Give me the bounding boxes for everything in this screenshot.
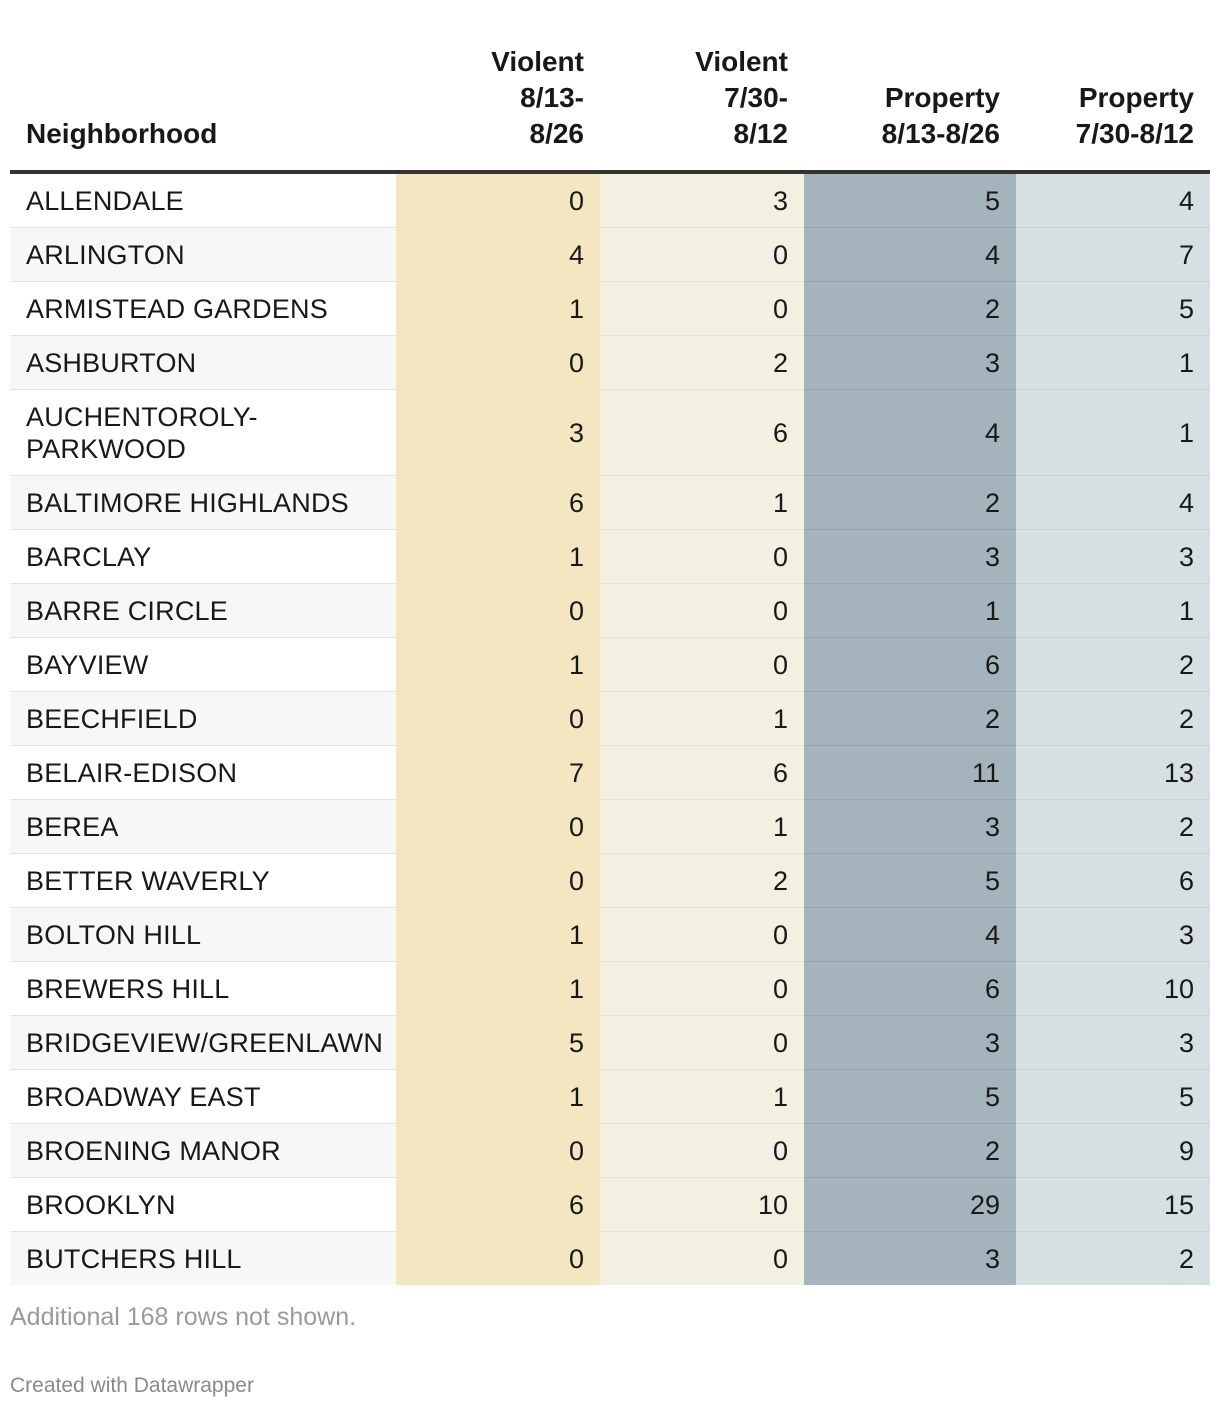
cell-neighborhood: ARMISTEAD GARDENS xyxy=(10,282,396,336)
cell-p1: 5 xyxy=(804,172,1016,228)
column-header-text: 8/13-8/26 xyxy=(881,118,1000,149)
column-header-text: 7/30-8/12 xyxy=(1075,118,1194,149)
cell-v1: 7 xyxy=(396,746,600,800)
cell-p2: 2 xyxy=(1016,1232,1210,1286)
cell-p2: 2 xyxy=(1016,638,1210,692)
cell-p1: 3 xyxy=(804,800,1016,854)
cell-p2: 2 xyxy=(1016,800,1210,854)
cell-neighborhood: ALLENDALE xyxy=(10,172,396,228)
cell-p2: 13 xyxy=(1016,746,1210,800)
cell-neighborhood: BUTCHERS HILL xyxy=(10,1232,396,1286)
cell-v1: 0 xyxy=(396,854,600,908)
cell-v1: 0 xyxy=(396,692,600,746)
column-header-name[interactable] xyxy=(10,0,396,172)
cell-v2: 0 xyxy=(600,584,804,638)
cell-neighborhood: BEECHFIELD xyxy=(10,692,396,746)
cell-v2: 2 xyxy=(600,854,804,908)
cell-p2: 1 xyxy=(1016,336,1210,390)
table-row xyxy=(10,584,1210,638)
cell-v1: 0 xyxy=(396,584,600,638)
column-header-text: Neighborhood xyxy=(26,118,218,149)
table-row xyxy=(10,854,1210,908)
cell-v2: 0 xyxy=(600,1232,804,1286)
table-row xyxy=(10,476,1210,530)
column-header-text: 8/26 xyxy=(529,118,584,149)
cell-neighborhood: BETTER WAVERLY xyxy=(10,854,396,908)
cell-v1: 1 xyxy=(396,530,600,584)
cell-p1: 3 xyxy=(804,1016,1016,1070)
crime-table-container xyxy=(10,0,1210,1285)
table-row xyxy=(10,228,1210,282)
cell-neighborhood: BALTIMORE HIGHLANDS xyxy=(10,476,396,530)
table-row xyxy=(10,172,1210,228)
cell-v1: 4 xyxy=(396,228,600,282)
cell-v2: 6 xyxy=(600,390,804,476)
cell-neighborhood: BROOKLYN xyxy=(10,1178,396,1232)
cell-p2: 6 xyxy=(1016,854,1210,908)
cell-v1: 5 xyxy=(396,1016,600,1070)
cell-v2: 0 xyxy=(600,228,804,282)
cell-v2: 1 xyxy=(600,692,804,746)
cell-v2: 1 xyxy=(600,800,804,854)
cell-neighborhood: ASHBURTON xyxy=(10,336,396,390)
column-header-text: Violent xyxy=(695,46,788,77)
cell-neighborhood-line: AUCHENTOROLY- xyxy=(26,402,258,432)
cell-p2: 3 xyxy=(1016,1016,1210,1070)
cell-p2: 1 xyxy=(1016,390,1210,476)
cell-p2: 7 xyxy=(1016,228,1210,282)
cell-p2: 3 xyxy=(1016,530,1210,584)
cell-v2: 0 xyxy=(600,1124,804,1178)
column-header-text: Violent xyxy=(491,46,584,77)
cell-v1: 1 xyxy=(396,638,600,692)
cell-neighborhood xyxy=(10,390,396,476)
header-row xyxy=(10,0,1210,172)
cell-p2: 4 xyxy=(1016,172,1210,228)
column-header-text: 8/13- xyxy=(520,82,584,113)
cell-v2: 3 xyxy=(600,172,804,228)
table-row xyxy=(10,638,1210,692)
column-header-p2[interactable] xyxy=(1016,0,1210,172)
table-row xyxy=(10,1178,1210,1232)
cell-v1: 6 xyxy=(396,476,600,530)
cell-p1: 11 xyxy=(804,746,1016,800)
cell-neighborhood: BELAIR-EDISON xyxy=(10,746,396,800)
table-row xyxy=(10,800,1210,854)
cell-p1: 5 xyxy=(804,854,1016,908)
cell-v2: 0 xyxy=(600,282,804,336)
column-header-text: Property xyxy=(884,82,1000,113)
cell-v2: 1 xyxy=(600,476,804,530)
cell-p2: 5 xyxy=(1016,1070,1210,1124)
cell-neighborhood: BROENING MANOR xyxy=(10,1124,396,1178)
cell-neighborhood: BREWERS HILL xyxy=(10,962,396,1016)
column-header-v2[interactable] xyxy=(600,0,804,172)
cell-v2: 2 xyxy=(600,336,804,390)
cell-v2: 0 xyxy=(600,530,804,584)
cell-p1: 29 xyxy=(804,1178,1016,1232)
cell-neighborhood: BEREA xyxy=(10,800,396,854)
cell-v2: 0 xyxy=(600,1016,804,1070)
cell-v1: 3 xyxy=(396,390,600,476)
table-notes: Additional 168 rows not shown. xyxy=(10,1303,357,1331)
column-header-text: 7/30- xyxy=(724,82,788,113)
cell-p2: 10 xyxy=(1016,962,1210,1016)
cell-p2: 1 xyxy=(1016,584,1210,638)
cell-p1: 1 xyxy=(804,584,1016,638)
cell-neighborhood: BARRE CIRCLE xyxy=(10,584,396,638)
table-row xyxy=(10,692,1210,746)
table-row xyxy=(10,908,1210,962)
cell-neighborhood-line: PARKWOOD xyxy=(26,434,187,464)
cell-p1: 2 xyxy=(804,476,1016,530)
cell-v2: 6 xyxy=(600,746,804,800)
cell-v2: 0 xyxy=(600,962,804,1016)
cell-v1: 1 xyxy=(396,962,600,1016)
cell-neighborhood: BRIDGEVIEW/GREENLAWN xyxy=(10,1016,396,1070)
cell-p2: 3 xyxy=(1016,908,1210,962)
cell-v1: 0 xyxy=(396,800,600,854)
cell-p1: 4 xyxy=(804,228,1016,282)
cell-v1: 1 xyxy=(396,282,600,336)
cell-neighborhood: ARLINGTON xyxy=(10,228,396,282)
table-row xyxy=(10,282,1210,336)
column-header-v1[interactable] xyxy=(396,0,600,172)
credit-link[interactable]: Created with Datawrapper xyxy=(10,1374,254,1397)
cell-neighborhood: BROADWAY EAST xyxy=(10,1070,396,1124)
table-row xyxy=(10,1016,1210,1070)
cell-p2: 15 xyxy=(1016,1178,1210,1232)
table-row xyxy=(10,1070,1210,1124)
column-header-text: 8/12 xyxy=(733,118,788,149)
cell-p1: 6 xyxy=(804,638,1016,692)
cell-v2: 0 xyxy=(600,638,804,692)
table-row xyxy=(10,530,1210,584)
cell-p1: 3 xyxy=(804,530,1016,584)
cell-p1: 3 xyxy=(804,1232,1016,1286)
cell-p1: 6 xyxy=(804,962,1016,1016)
cell-v1: 0 xyxy=(396,1232,600,1286)
cell-v1: 0 xyxy=(396,172,600,228)
cell-neighborhood: BARCLAY xyxy=(10,530,396,584)
cell-v2: 1 xyxy=(600,1070,804,1124)
column-header-p1[interactable] xyxy=(804,0,1016,172)
cell-p2: 5 xyxy=(1016,282,1210,336)
cell-p1: 2 xyxy=(804,282,1016,336)
cell-v1: 0 xyxy=(396,336,600,390)
cell-v1: 0 xyxy=(396,1124,600,1178)
cell-v1: 1 xyxy=(396,908,600,962)
cell-p1: 3 xyxy=(804,336,1016,390)
cell-p1: 2 xyxy=(804,692,1016,746)
table-row xyxy=(10,1124,1210,1178)
cell-p2: 9 xyxy=(1016,1124,1210,1178)
cell-neighborhood: BOLTON HILL xyxy=(10,908,396,962)
cell-p2: 4 xyxy=(1016,476,1210,530)
cell-p2: 2 xyxy=(1016,692,1210,746)
table-header xyxy=(10,0,1210,172)
table-row xyxy=(10,746,1210,800)
table-row xyxy=(10,336,1210,390)
cell-v2: 0 xyxy=(600,908,804,962)
cell-v2: 10 xyxy=(600,1178,804,1232)
crime-table xyxy=(10,0,1210,1285)
cell-p1: 5 xyxy=(804,1070,1016,1124)
column-header-text: Property xyxy=(1078,82,1194,113)
table-body xyxy=(10,172,1210,1285)
cell-v1: 1 xyxy=(396,1070,600,1124)
cell-p1: 2 xyxy=(804,1124,1016,1178)
cell-p1: 4 xyxy=(804,390,1016,476)
table-row xyxy=(10,962,1210,1016)
table-row xyxy=(10,390,1210,476)
cell-v1: 6 xyxy=(396,1178,600,1232)
cell-neighborhood: BAYVIEW xyxy=(10,638,396,692)
cell-p1: 4 xyxy=(804,908,1016,962)
table-row xyxy=(10,1232,1210,1286)
